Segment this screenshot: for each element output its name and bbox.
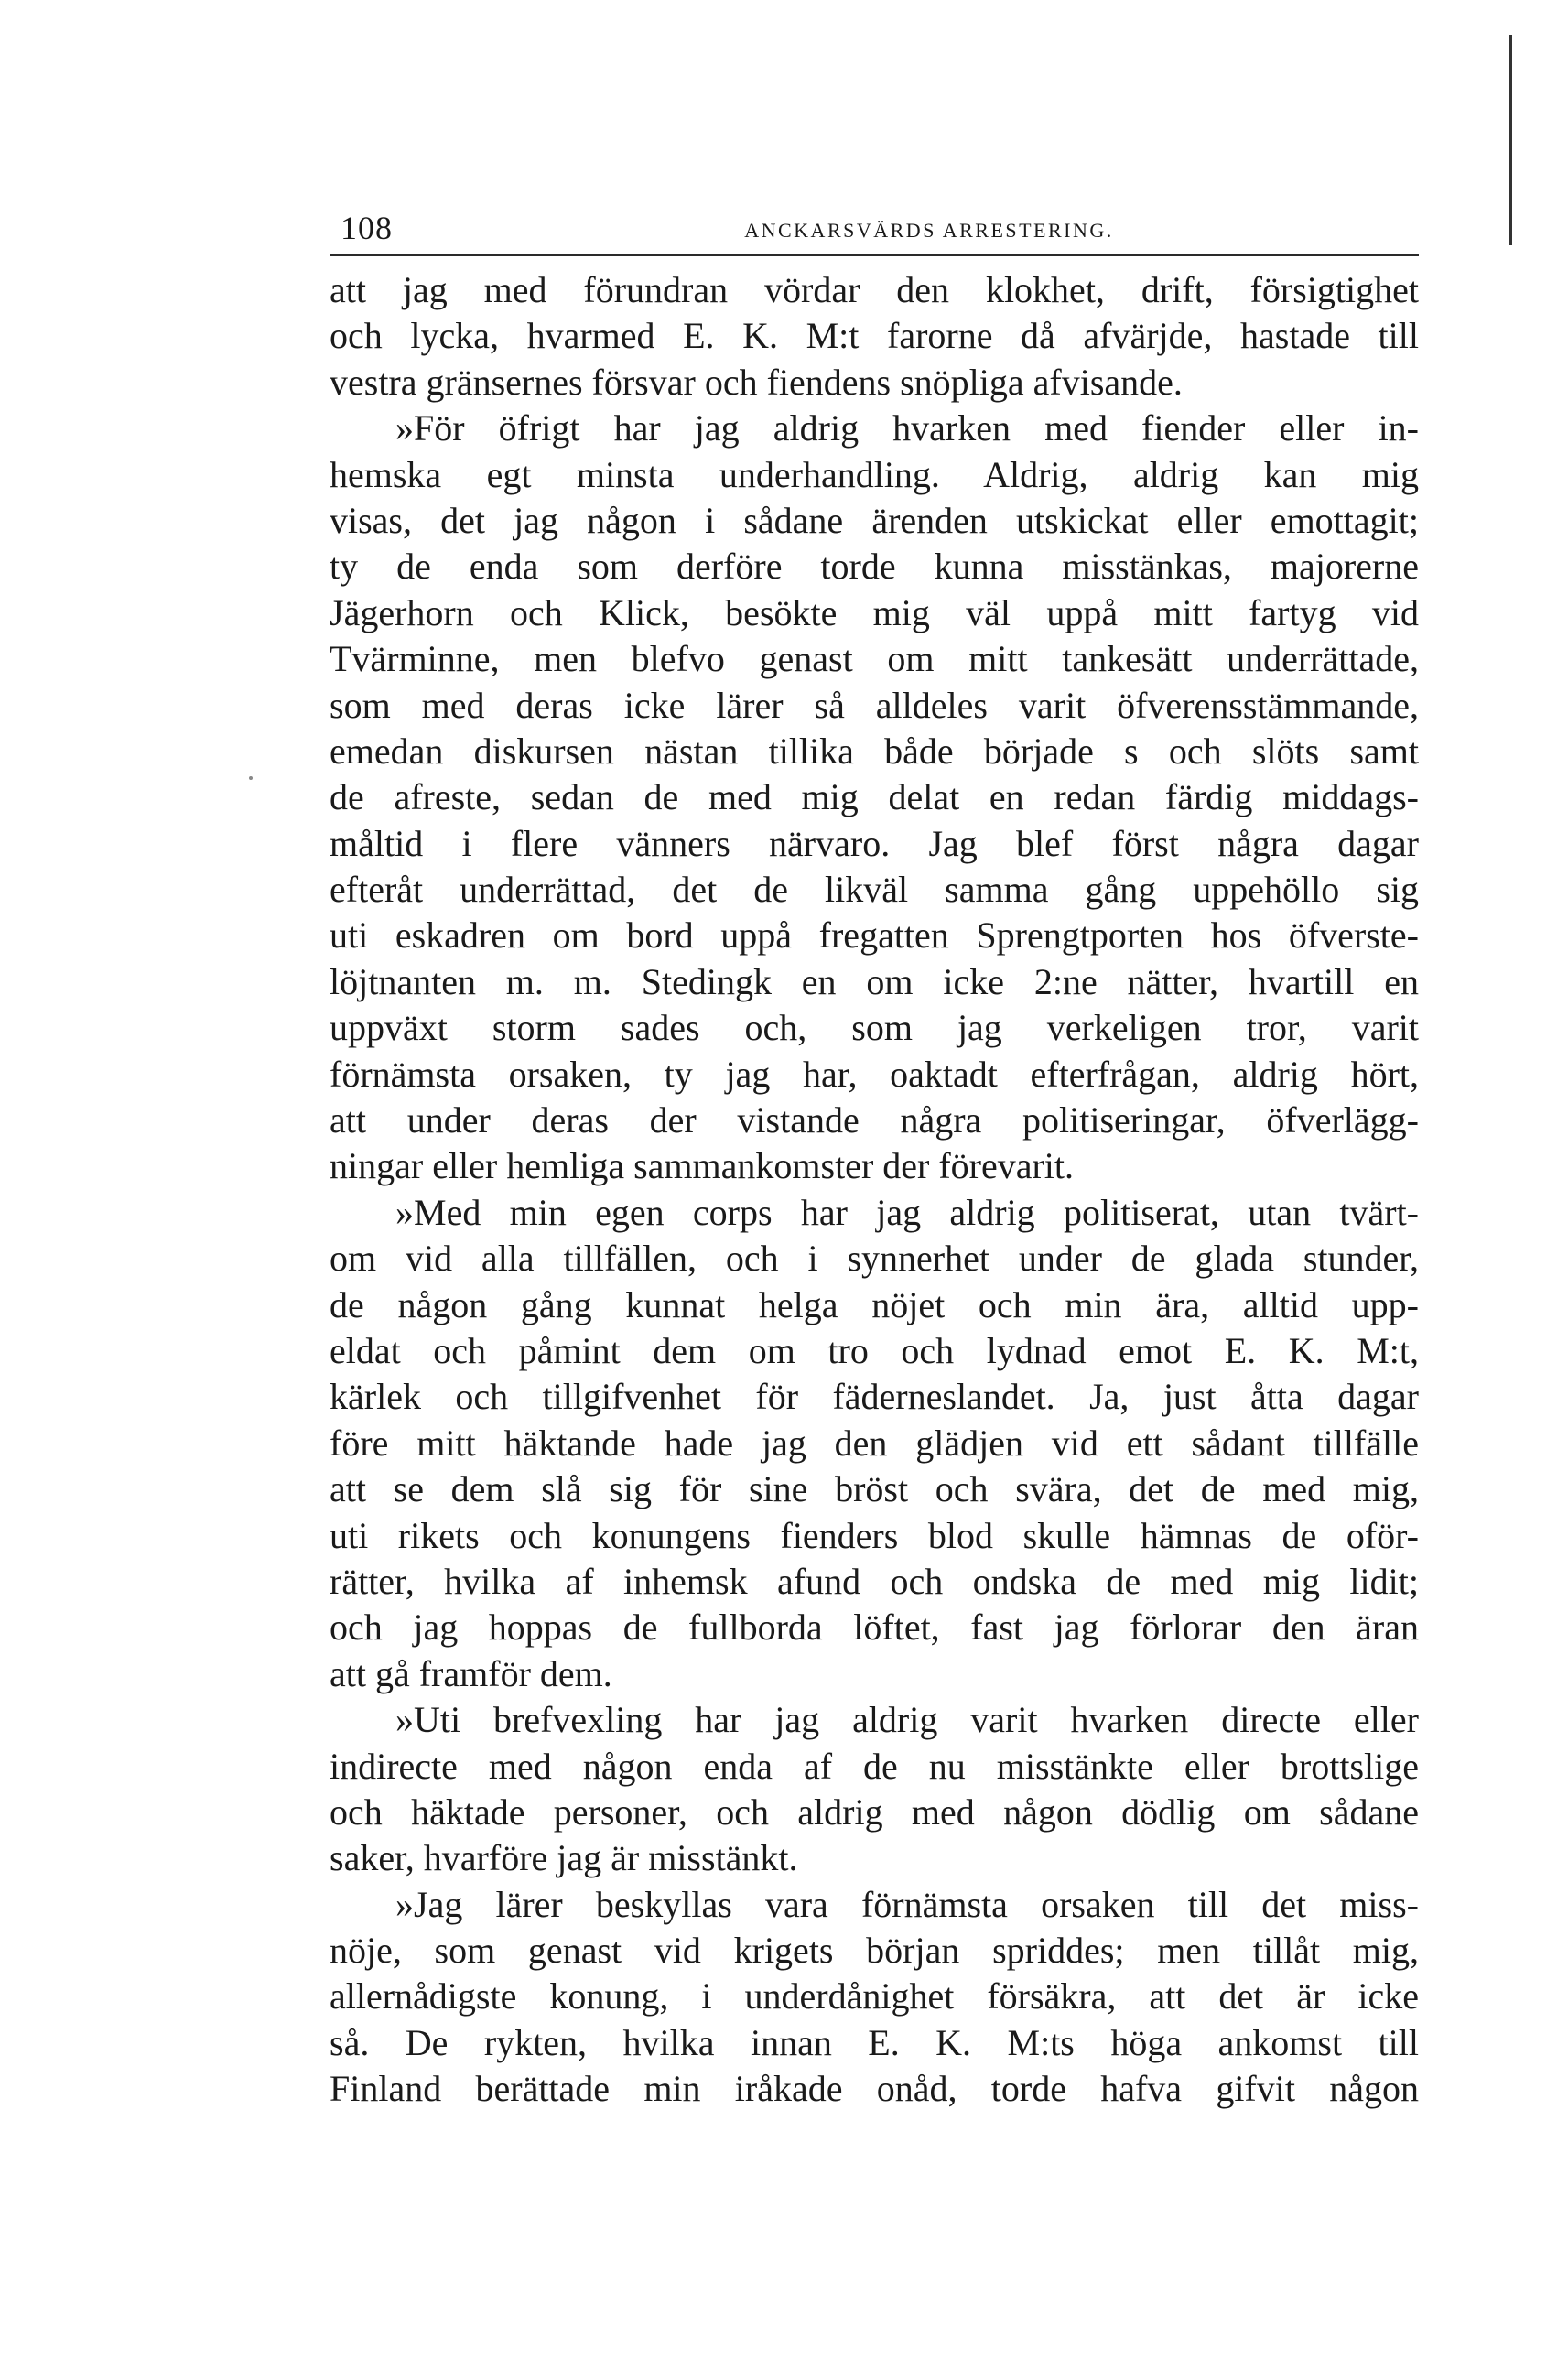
text-line: Finland berättade min iråkade onåd, torde hafva gifvit någon [330,2068,1419,2110]
text-line: måltid i flere vänners närvaro. Jag blef först några dagar [330,822,1419,864]
text-line: som med deras icke lärer så alldeles varit öfverensstämmande, [330,684,1419,726]
body-text [330,267,1419,2113]
text-line: kärlek och tillgifvenhet för fäderneslandet. Ja, just åtta dagar [330,1376,1419,1418]
paragraph [330,1697,1419,1882]
text-line: uti eskadren om bord uppå fregatten Sprengtporten hos öfverste- [330,914,1419,957]
text-line: de någon gång kunnat helga nöjet och min ära, alltid upp- [330,1283,1419,1325]
text-line: vestra gränsernes försvar och fiendens snöpliga afvisande. [330,361,1183,403]
text-line: och lycka, hvarmed E. K. M:t farorne då afvärjde, hastade till [330,315,1419,357]
text-line: ty de enda som derföre torde kunna misstänkas, majorerne [330,546,1419,588]
text-line: »Jag lärer beskyllas vara förnämsta orsaken till det miss- [395,1883,1419,1925]
text-line: före mitt häktande hade jag den glädjen vid ett sådant tillfälle [330,1422,1419,1464]
text-line: visas, det jag någon i sådane ärenden utskickat eller emottagit; [330,499,1419,541]
paragraph [330,1190,1419,1697]
scan-edge-line [1509,35,1512,245]
text-line: att under deras der vistande några politiseringar, öfverlägg- [330,1099,1419,1141]
running-title: ANCKARSVÄRDS ARRESTERING. [744,219,1114,242]
text-line: »För öfrigt har jag aldrig hvarken med fiender eller in- [395,407,1419,449]
text-line: emedan diskursen nästan tillika både började s och slöts samt [330,730,1419,772]
text-line: om vid alla tillfällen, och i synnerhet under de glada stunder, [330,1238,1419,1280]
paragraph [330,267,1419,406]
text-line: Jägerhorn och Klick, besökte mig väl uppå mitt fartyg vid [330,591,1419,633]
text-line: och häktade personer, och aldrig med någon dödlig om sådane [330,1790,1419,1833]
text-line: de afreste, sedan de med mig delat en redan färdig middags- [330,776,1419,818]
text-line: uti rikets och konungens fienders blod skulle hämnas de oför- [330,1514,1419,1556]
text-line: nöje, som genast vid krigets början spriddes; men tillåt mig, [330,1930,1419,1972]
text-line: och jag hoppas de fullborda löftet, fast jag förlorar den äran [330,1606,1419,1649]
text-line: saker, hvarföre jag är misstänkt. [330,1837,798,1879]
text-line: »Med min egen corps har jag aldrig politiserat, utan tvärt- [395,1191,1419,1233]
paragraph [330,1882,1419,2113]
text-line: Tvärminne, men blefvo genast om mitt tankesätt underrättade, [330,638,1419,680]
text-line: att se dem slå sig för sine bröst och svära, det de med mig, [330,1468,1419,1510]
book-page [330,203,1419,2113]
page-header [330,203,1419,256]
text-line: efteråt underrättad, det de likväl samma gång uppehöllo sig [330,869,1419,911]
text-line: förnämsta orsaken, ty jag har, oaktadt efterfrågan, aldrig hört, [330,1053,1419,1095]
text-line: allernådigste konung, i underdånighet försäkra, att det är icke [330,1975,1419,2018]
text-line: att jag med förundran vördar den klokhet, drift, försigtighet [330,269,1419,310]
text-line: rätter, hvilka af inhemsk afund och ondska de med mig lidit; [330,1560,1419,1602]
text-line: löjtnanten m. m. Stedingk en om icke 2:ne nätter, hvartill en [330,960,1419,1002]
scan-speck [249,776,253,780]
text-line: ningar eller hemliga sammankomster der förevarit. [330,1145,1075,1187]
text-line: hemska egt minsta underhandling. Aldrig, aldrig kan mig [330,453,1419,495]
text-line: eldat och påmint dem om tro och lydnad emot E. K. M:t, [330,1329,1419,1371]
paragraph [330,406,1419,1190]
text-line: så. De rykten, hvilka innan E. K. M:ts höga ankomst till [330,2021,1419,2063]
text-line: att gå framför dem. [330,1652,612,1694]
text-line: uppväxt storm sades och, som jag verkeligen tror, varit [330,1007,1419,1049]
page-number: 108 [341,210,393,246]
text-line: »Uti brefvexling har jag aldrig varit hvarken directe eller [395,1699,1419,1741]
text-line: indirecte med någon enda af de nu misstänkte eller brottslige [330,1745,1419,1787]
